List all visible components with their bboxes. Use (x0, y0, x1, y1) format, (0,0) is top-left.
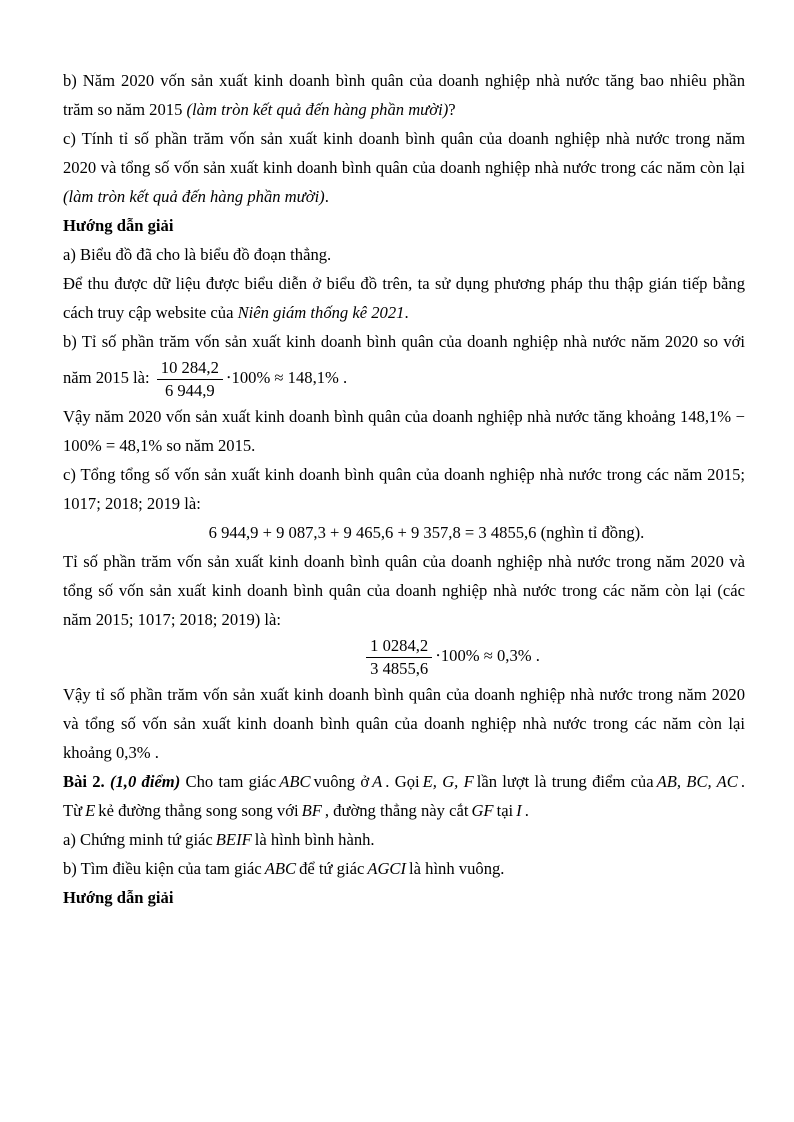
text-run: lần lượt là trung điểm của (476, 772, 654, 792)
fraction-numerator: 1 0284,2 (366, 636, 432, 658)
paragraph-solution-a2 (63, 269, 745, 327)
math-run: 6 944,9 + 9 087,3 + 9 465,6 + 9 357,8 = 3 4855,6 (208, 523, 537, 543)
math-var: AGCI (367, 859, 407, 879)
equation-ratio (63, 634, 745, 680)
text-run: Cho tam giác (180, 772, 277, 792)
paragraph-problem-2b (63, 854, 745, 883)
math-var: E (85, 801, 96, 821)
italic-note: (làm tròn kết quả đến hàng phần mười) (186, 100, 449, 119)
solution-heading-2: Hướng dẫn giải (63, 888, 174, 908)
text-run: b) Năm 2020 vốn sản xuất kinh doanh bình quân của doanh nghiệp nhà nước tăng bao nhiêu phần trăm so năm 2015 (63, 71, 745, 119)
math-var: BEIF (215, 830, 252, 850)
problem-points: (1,0 điểm) (109, 772, 181, 792)
text-run: c) Tính tỉ số phần trăm vốn sản xuất kinh doanh bình quân của doanh nghiệp nhà nước trong năm 2020 và tổng số vốn sản xuất kinh doanh bình quân của doanh nghiệp nhà nước trong các năm còn lại (63, 129, 745, 177)
text-run: vuông ở (313, 772, 370, 792)
italic-source-title: Niên giám thống kê 2021 (237, 303, 405, 322)
math-var: I (516, 801, 522, 821)
fraction (366, 636, 432, 678)
math-run: ⋅100% ≈ 148,1% . (225, 367, 348, 387)
math-run: ⋅100% ≈ 0,3% . (435, 646, 540, 666)
text-run: tại (496, 801, 514, 821)
fraction-denominator: 6 944,9 (164, 380, 215, 400)
math-var: ABC (264, 859, 297, 879)
italic-note: (làm tròn kết quả đến hàng phần mười) (63, 187, 325, 206)
paragraph-question-b (63, 66, 745, 124)
paragraph-solution-b2: Vậy năm 2020 vốn sản xuất kinh doanh bình quân của doanh nghiệp nhà nước tăng khoảng 148,1% − 100% = 48,1% so năm 2015. (63, 407, 745, 456)
text-run: , đường thẳng này cắt (324, 801, 469, 821)
text-run: . Gọi (385, 772, 420, 792)
math-var: BF (301, 801, 322, 821)
fraction-numerator: 10 284,2 (157, 358, 223, 380)
paragraph-solution-c3: Vậy tỉ số phần trăm vốn sản xuất kinh doanh bình quân của doanh nghiệp nhà nước trong năm 2020 và tổng số vốn sản xuất kinh doanh bình quân của doanh nghiệp nhà nước trong các năm còn lại khoảng 0,3% . (63, 685, 745, 763)
fraction (157, 358, 223, 400)
math-var: AB, BC, AC (656, 772, 738, 792)
text-run: Để thu được dữ liệu được biểu diễn ở biểu đồ trên, ta sử dụng phương pháp thu thập gián tiếp bằng cách truy cập website của (63, 274, 745, 322)
math-var: ABC (279, 772, 311, 792)
paragraph-solution-c1: c) Tổng tổng số vốn sản xuất kinh doanh bình quân của doanh nghiệp nhà nước trong các năm 2015; 1017; 2018; 2019 là: (63, 465, 745, 514)
paragraph-solution-c2: Tỉ số phần trăm vốn sản xuất kinh doanh bình quân của doanh nghiệp nhà nước trong năm 2020 và tổng số vốn sản xuất kinh doanh bình quân của doanh nghiệp nhà nước trong các năm còn lại (các năm 2015; 1017; 2018; 2019) là: (63, 552, 745, 630)
text-run: a) Chứng minh tứ giác (63, 830, 213, 850)
text-run: (nghìn tỉ đồng). (536, 523, 645, 543)
text-run: để tứ giác (299, 859, 365, 879)
text-run: . (524, 801, 529, 821)
paragraph-solution-a: a) Biểu đồ đã cho là biểu đồ đoạn thẳng. (63, 245, 332, 264)
equation-sum (63, 518, 745, 547)
text-run: ? (448, 100, 456, 119)
text-run: . (404, 303, 409, 322)
text-run: b) Tìm điều kiện của tam giác (63, 859, 262, 879)
math-var: E, G, F (422, 772, 474, 792)
paragraph-problem-2a (63, 825, 745, 854)
text-run: . (324, 187, 329, 206)
problem-number: Bài 2. (63, 772, 110, 792)
text-run: kẻ đường thẳng song song với (98, 801, 299, 821)
paragraph-solution-b (63, 327, 745, 402)
text-run: là hình bình hành. (254, 830, 375, 850)
math-var: A (372, 772, 383, 792)
text-run: b) Tỉ số phần trăm vốn sản xuất kinh doanh bình quân của doanh nghiệp nhà nước năm 2020 so với năm 2015 là: (63, 332, 745, 387)
math-var: GF (471, 801, 494, 821)
paragraph-problem-2 (63, 767, 745, 825)
text-run: . Từ (63, 772, 745, 821)
fraction-denominator: 3 4855,6 (370, 658, 429, 678)
paragraph-question-c (63, 124, 745, 211)
text-run: là hình vuông. (409, 859, 505, 879)
solution-heading: Hướng dẫn giải (63, 216, 174, 235)
